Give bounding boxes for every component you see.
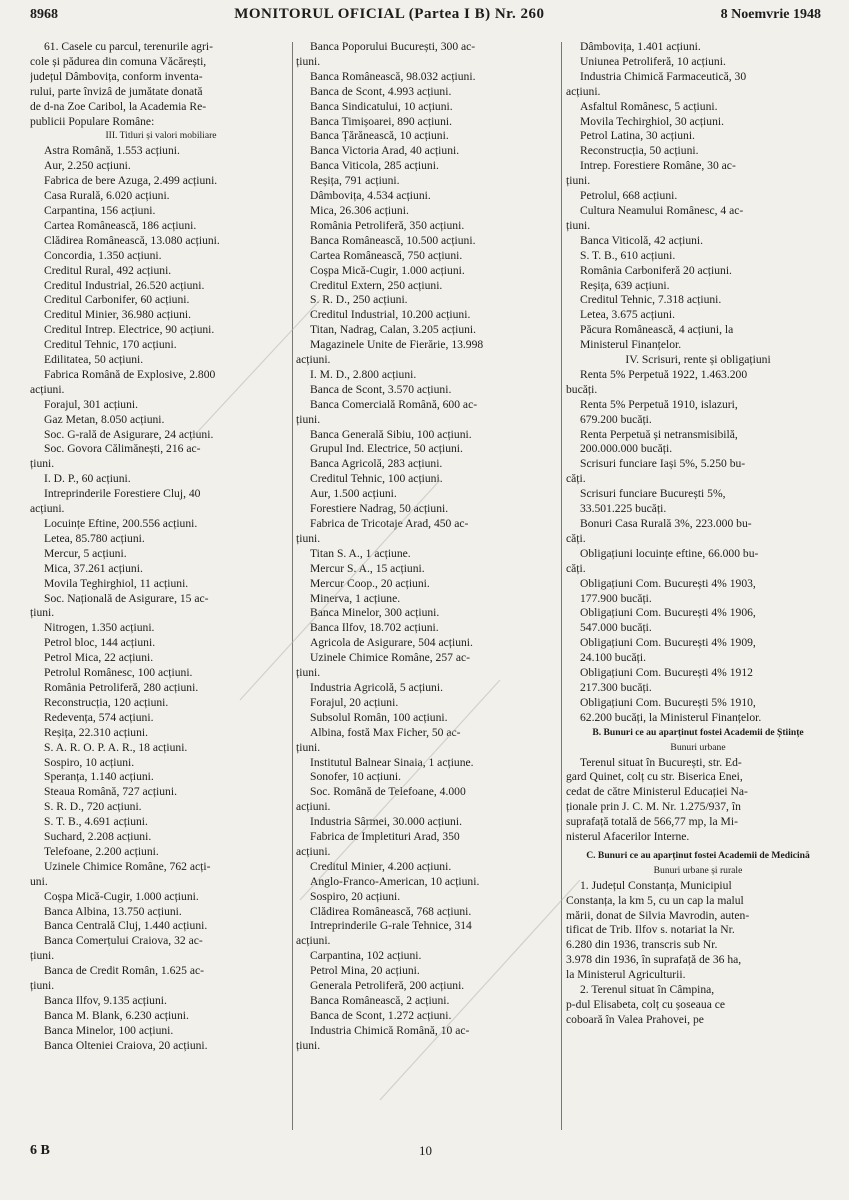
holding-entry: Petrol Latina, 30 acțiuni.	[580, 129, 695, 143]
holding-entry: Carpantina, 156 acțiuni.	[44, 203, 156, 217]
holding-entry: Banca de Credit Român, 1.625 ac-	[44, 964, 205, 978]
holding-entry: Subsolul Român, 100 acțiuni.	[310, 710, 448, 724]
holding-entry: Speranța, 1.140 acțiuni.	[44, 770, 154, 784]
holding-entry: S. T. B., 4.691 acțiuni.	[44, 815, 148, 829]
paragraph-line: la Ministerul Agriculturii.	[566, 968, 686, 982]
holding-entry: Steaua Română, 727 acțiuni.	[44, 785, 177, 799]
holding-entry: țiuni.	[296, 666, 321, 680]
column-3	[566, 40, 830, 1130]
holding-entry: Cartea Românească, 750 acțiuni.	[310, 248, 463, 262]
holding-entry: țiuni.	[566, 218, 591, 232]
holding-entry: Petrol Mica, 22 acțiuni.	[44, 651, 154, 665]
paragraph-line: p-dul Elisabeta, colț cu șoseaua ce	[566, 998, 726, 1011]
holding-entry: S. R. D., 250 acțiuni.	[310, 293, 408, 307]
holding-entry: Banca Țărănească, 10 acțiuni.	[310, 129, 449, 143]
holding-entry: Generala Petroliferă, 200 acțiuni.	[310, 979, 465, 993]
holding-entry: Banca Victoria Arad, 40 acțiuni.	[310, 144, 460, 158]
bond-entry: căți.	[566, 561, 586, 575]
bond-entry: Scrisuri funciare București 5%,	[580, 487, 726, 501]
holding-entry: Păcura Românească, 4 acțiuni, la	[580, 323, 734, 337]
holding-entry: Mica, 26.306 acțiuni.	[310, 203, 409, 217]
paragraph-line: coboară în Valea Prahovei, pe	[566, 1012, 704, 1026]
bond-entry: 24.100 bucăți.	[580, 651, 647, 665]
bond-entry: 679.200 bucăți.	[580, 412, 652, 426]
bonds-list	[566, 368, 830, 726]
paragraph-c1	[566, 879, 830, 983]
bond-entry: Obligațiuni Com. București 4% 1903,	[580, 576, 756, 590]
holding-entry: Dâmbovița, 1.401 acțiuni.	[580, 40, 701, 53]
bond-entry: 200.000.000 bucăți.	[580, 442, 673, 456]
paragraph-b	[566, 756, 830, 845]
holding-entry: acțiuni.	[296, 800, 331, 814]
holding-entry: Nitrogen, 1.350 acțiuni.	[44, 621, 155, 635]
holding-entry: Movila Teghirghiol, 11 acțiuni.	[44, 576, 189, 590]
holding-entry: Asfaltul Românesc, 5 acțiuni.	[580, 99, 718, 113]
holding-entry: Albina, fostă Max Ficher, 50 ac-	[310, 725, 461, 739]
holding-entry: Casa Rurală, 6.020 acțiuni.	[44, 189, 170, 203]
publication-title: MONITORUL OFICIAL (Partea I B) Nr. 260	[234, 6, 545, 22]
holding-entry: Telefoane, 2.200 acțiuni.	[44, 844, 159, 858]
holding-entry: Minerva, 1 acțiune.	[310, 591, 401, 605]
subsection-c: Bunuri urbane și rurale	[653, 864, 743, 876]
holding-entry: S. A. R. O. P. A. R., 18 acțiuni.	[44, 740, 188, 754]
column-2	[296, 40, 558, 1130]
intro-line: 61. Casele cu parcul, terenurile agri-	[44, 40, 213, 53]
holding-entry: România Petroliferă, 280 acțiuni.	[44, 680, 199, 694]
holding-entry: Creditul Tehnic, 100 acțiuni.	[310, 472, 443, 486]
issue-date: 8 Noemvrie 1948	[720, 7, 821, 22]
holding-entry: țiuni.	[30, 979, 55, 993]
holding-entry: Banca Generală Sibiu, 100 acțiuni.	[310, 427, 472, 441]
paragraph-line: 3.978 din 1936, în suprafață de 36 ha,	[566, 953, 742, 967]
holding-entry: Magazinele Unite de Fierărie, 13.998	[310, 338, 484, 352]
holding-entry: Banca Albina, 13.750 acțiuni.	[44, 904, 182, 918]
paragraph-line: 6.280 din 1936, transcris sub Nr.	[566, 938, 718, 952]
holding-entry: Mercur Coop., 20 acțiuni.	[310, 576, 430, 590]
holding-entry: Banca Olteniei Craiova, 20 acțiuni.	[44, 1038, 208, 1052]
holding-entry: Petrolul Românesc, 100 acțiuni.	[44, 666, 193, 680]
holding-entry: Banca Sindicatului, 10 acțiuni.	[310, 99, 453, 113]
holding-entry: Cartea Românească, 186 acțiuni.	[44, 218, 197, 232]
holding-entry: Soc. G-rală de Asigurare, 24 acțiuni.	[44, 427, 214, 441]
holding-entry: țiuni.	[30, 457, 55, 471]
holding-entry: Banca Ilfov, 9.135 acțiuni.	[44, 994, 167, 1007]
holding-entry: Soc. Govora Călimănești, 216 ac-	[44, 442, 201, 456]
holding-entry: Banca Românească, 10.500 acțiuni.	[310, 233, 476, 247]
holding-entry: Creditul Carbonifer, 60 acțiuni.	[44, 293, 190, 307]
holding-entry: țiuni.	[296, 740, 321, 754]
holding-entry: Uzinele Chimice Române, 257 ac-	[310, 651, 471, 665]
holding-entry: Locuințe Eftine, 200.556 acțiuni.	[44, 517, 198, 530]
holding-entry: Fabrica de Impletituri Arad, 350	[310, 830, 460, 844]
holding-entry: Reșița, 639 acțiuni.	[580, 278, 670, 292]
paragraph-line: 2. Terenul situat în Câmpina,	[580, 983, 715, 997]
holding-entry: Industria Chimică Română, 10 ac-	[310, 1023, 470, 1037]
holding-entry: Fabrica de Tricotaje Arad, 450 ac-	[310, 517, 469, 530]
holding-entry: Creditul Industrial, 26.520 acțiuni.	[44, 278, 205, 292]
section-title-iii: III. Titluri și valori mobiliare	[105, 130, 217, 142]
holding-entry: Banca Ilfov, 18.702 acțiuni.	[310, 621, 439, 635]
paragraph-line: nisterul Afacerilor Interne.	[566, 830, 690, 844]
holding-entry: țiuni.	[296, 54, 321, 68]
holding-entry: țiuni.	[296, 1038, 321, 1052]
page-footer	[30, 1143, 821, 1167]
holding-entry: Mercur, 5 acțiuni.	[44, 546, 127, 560]
holding-entry: Fabrica de bere Azuga, 2.499 acțiuni.	[44, 174, 218, 188]
holding-entry: România Petroliferă, 350 acțiuni.	[310, 218, 465, 232]
holding-entry: Creditul Tehnic, 7.318 acțiuni.	[580, 293, 722, 307]
holding-entry: Banca de Scont, 1.272 acțiuni.	[310, 1008, 452, 1022]
bond-entry: 547.000 bucăți.	[580, 621, 652, 635]
holding-entry: țiuni.	[296, 412, 321, 426]
section-title-b: B. Bunuri ce au aparținut fostei Academii de Științe	[592, 726, 804, 738]
bond-entry: căți.	[566, 472, 586, 486]
holding-entry: Forestiere Nadrag, 50 acțiuni.	[310, 502, 449, 516]
bond-entry: Obligațiuni locuințe eftine, 66.000 bu-	[580, 546, 759, 560]
holding-entry: acțiuni.	[296, 934, 331, 948]
holding-entry: țiuni.	[296, 531, 321, 545]
holding-entry: Intrep. Forestiere Române, 30 ac-	[580, 159, 736, 173]
holding-entry: Titan S. A., 1 acțiune.	[310, 546, 411, 560]
holding-entry: Banca Românească, 2 acțiuni.	[310, 994, 450, 1007]
holding-entry: Banca de Scont, 3.570 acțiuni.	[310, 382, 452, 396]
holding-entry: Reșița, 791 acțiuni.	[310, 174, 400, 188]
paragraph-line: ționale prin J. C. M. Nr. 1.275/937, în	[566, 800, 741, 814]
bond-entry: bucăți.	[566, 382, 598, 396]
holding-entry: Banca Poporului București, 300 ac-	[310, 40, 476, 53]
holding-entry: Movila Techirghiol, 30 acțiuni.	[580, 114, 724, 128]
column-1	[30, 40, 292, 1130]
section-title-c: C. Bunuri ce au aparținut fostei Academii de Medicină	[586, 849, 810, 861]
intro-line: publicii Populare Române:	[30, 114, 155, 128]
holdings-list-3	[566, 40, 830, 353]
column-rule-right	[561, 42, 562, 1130]
intro-line: județul Dâmbovița, conform inventa-	[30, 69, 203, 83]
page-header	[30, 6, 821, 32]
holding-entry: Petrolul, 668 acțiuni.	[580, 189, 678, 203]
holding-entry: Forajul, 20 acțiuni.	[310, 695, 399, 709]
holding-entry: Uniunea Petroliferă, 10 acțiuni.	[580, 54, 726, 68]
holding-entry: Anglo-Franco-American, 10 acțiuni.	[310, 874, 480, 888]
page-number: 8968	[30, 7, 58, 22]
paragraph-line: cedat de către Ministerul Educației Na-	[566, 785, 748, 799]
holding-entry: Banca Agricolă, 283 acțiuni.	[310, 457, 443, 471]
section-title-iv: IV. Scrisuri, rente și obligațiuni	[625, 353, 771, 367]
holding-entry: Grupul Ind. Electrice, 50 acțiuni.	[310, 442, 463, 456]
bond-entry: 217.300 bucăți.	[580, 680, 652, 694]
paragraph-line: 1. Județul Constanța, Municipiul	[580, 878, 732, 892]
holding-entry: Coșpa Mică-Cugir, 1.000 acțiuni.	[310, 263, 465, 277]
holding-entry: Banca Viticola, 285 acțiuni.	[310, 159, 439, 173]
holding-entry: Coșpa Mică-Cugir, 1.000 acțiuni.	[44, 889, 199, 903]
holding-entry: Industria Agricolă, 5 acțiuni.	[310, 680, 443, 694]
holding-entry: Banca Minelor, 300 acțiuni.	[310, 606, 440, 620]
holding-entry: Banca Timișoarei, 890 acțiuni.	[310, 114, 453, 128]
holding-entry: Industria Sârmei, 30.000 acțiuni.	[310, 815, 462, 829]
bond-entry: Obligațiuni Com. București 4% 1906,	[580, 606, 756, 620]
holding-entry: acțiuni.	[296, 353, 331, 367]
holding-entry: Letea, 3.675 acțiuni.	[580, 308, 675, 322]
holding-entry: Intreprinderile G-rale Tehnice, 314	[310, 919, 472, 933]
holding-entry: Petrol Mina, 20 acțiuni.	[310, 964, 420, 978]
paragraph-line: gard Quinet, colț cu str. Biserica Enei,	[566, 770, 743, 784]
holding-entry: Carpantina, 102 acțiuni.	[310, 949, 422, 963]
holdings-list-2	[296, 40, 558, 1054]
holding-entry: Suchard, 2.208 acțiuni.	[44, 830, 152, 844]
paragraph-line: mării, donat de Silvia Mavrodin, auten-	[566, 908, 750, 922]
holding-entry: Reconstrucția, 120 acțiuni.	[44, 695, 169, 709]
intro-line: rului, parte învizâ de jumătate donată	[30, 84, 203, 98]
holding-entry: Creditul Minier, 36.980 acțiuni.	[44, 308, 192, 322]
bond-entry: 62.200 bucăți, la Ministerul Finanțelor.	[580, 710, 762, 724]
holding-entry: Creditul Extern, 250 acțiuni.	[310, 278, 443, 292]
column-rule-left	[292, 42, 293, 1130]
bond-entry: Renta Perpetuă și netransmisibilă,	[580, 427, 738, 441]
bond-entry: Obligațiuni Com. București 5% 1910,	[580, 695, 756, 709]
holding-entry: Banca Viticolă, 42 acțiuni.	[580, 233, 704, 247]
holding-entry: Sospiro, 20 acțiuni.	[310, 889, 401, 903]
bond-entry: 177.900 bucăți.	[580, 591, 652, 605]
holding-entry: Uzinele Chimice Române, 762 acți-	[44, 859, 211, 873]
holding-entry: acțiuni.	[30, 382, 65, 396]
holding-entry: S. T. B., 610 acțiuni.	[580, 248, 676, 262]
holding-entry: Dâmbovița, 4.534 acțiuni.	[310, 189, 431, 203]
holding-entry: Sospiro, 10 acțiuni.	[44, 755, 135, 769]
bond-entry: 33.501.225 bucăți.	[580, 502, 667, 516]
holding-entry: Intreprinderile Forestiere Cluj, 40	[44, 487, 201, 501]
holding-entry: Letea, 85.780 acțiuni.	[44, 531, 145, 545]
paragraph-line: Constanța, la km 5, cu un cap la malul	[566, 893, 744, 907]
footer-number: 10	[419, 1143, 432, 1158]
holding-entry: țiuni.	[30, 606, 55, 620]
holding-entry: Mercur S. A., 15 acțiuni.	[310, 561, 425, 575]
intro-line: de d-na Zoe Caribol, la Academia Re-	[30, 99, 207, 113]
intro-paragraph	[30, 40, 292, 129]
holding-entry: Mica, 37.261 acțiuni.	[44, 561, 143, 575]
holding-entry: I. M. D., 2.800 acțiuni.	[310, 367, 417, 381]
holding-entry: S. R. D., 720 acțiuni.	[44, 800, 142, 814]
holding-entry: Concordia, 1.350 acțiuni.	[44, 248, 162, 262]
bond-entry: căți.	[566, 531, 586, 545]
holding-entry: Banca M. Blank, 6.230 acțiuni.	[44, 1008, 189, 1022]
bond-entry: Scrisuri funciare Iași 5%, 5.250 bu-	[580, 457, 746, 471]
holding-entry: Agricola de Asigurare, 504 acțiuni.	[310, 636, 473, 650]
holding-entry: Clădirea Românească, 13.080 acțiuni.	[44, 233, 220, 247]
holding-entry: Soc. Națională de Asigurare, 15 ac-	[44, 591, 209, 605]
bond-entry: Renta 5% Perpetuă 1922, 1.463.200	[580, 367, 748, 381]
holding-entry: Reșița, 22.310 acțiuni.	[44, 725, 149, 739]
holding-entry: Redevența, 574 acțiuni.	[44, 710, 154, 724]
holding-entry: România Carboniferă 20 acțiuni.	[580, 263, 732, 277]
holding-entry: Banca Minelor, 100 acțiuni.	[44, 1023, 174, 1037]
holding-entry: Creditul Minier, 4.200 acțiuni.	[310, 859, 452, 873]
holding-entry: Titan, Nadrag, Calan, 3.205 acțiuni.	[310, 323, 477, 337]
holding-entry: Astra Română, 1.553 acțiuni.	[44, 144, 180, 158]
holding-entry: acțiuni.	[30, 502, 65, 516]
holding-entry: Reconstrucția, 50 acțiuni.	[580, 144, 699, 158]
holding-entry: Aur, 1.500 acțiuni.	[310, 487, 397, 501]
holding-entry: Institutul Balnear Sinaia, 1 acțiune.	[310, 755, 474, 769]
holding-entry: I. D. P., 60 acțiuni.	[44, 472, 131, 486]
holdings-list-1	[30, 144, 292, 1053]
holding-entry: Cultura Neamului Românesc, 4 ac-	[580, 203, 744, 217]
bond-entry: Renta 5% Perpetuă 1910, islazuri,	[580, 397, 738, 411]
holding-entry: acțiuni.	[566, 84, 601, 98]
holding-entry: Gaz Metan, 8.050 acțiuni.	[44, 412, 165, 426]
holding-entry: Petrol bloc, 144 acțiuni.	[44, 636, 156, 650]
holding-entry: uni.	[30, 874, 48, 888]
holding-entry: Forajul, 301 acțiuni.	[44, 397, 139, 411]
holding-entry: Banca Românească, 98.032 acțiuni.	[310, 69, 476, 83]
holding-entry: Ministerul Finanțelor.	[580, 338, 682, 352]
holding-entry: Fabrica Română de Explosive, 2.800	[44, 367, 216, 381]
holding-entry: țiuni.	[566, 174, 591, 188]
holding-entry: Aur, 2.250 acțiuni.	[44, 159, 131, 173]
bond-entry: Bonuri Casa Rurală 3%, 223.000 bu-	[580, 517, 752, 530]
holding-entry: țiuni.	[30, 949, 55, 963]
holding-entry: Creditul Industrial, 10.200 acțiuni.	[310, 308, 471, 322]
holding-entry: Creditul Intrep. Electrice, 90 acțiuni.	[44, 323, 215, 337]
footer-signature: 6 B	[30, 1143, 50, 1158]
holding-entry: Banca Comerțului Craiova, 32 ac-	[44, 934, 203, 948]
holding-entry: Soc. Română de Telefoane, 4.000	[310, 785, 466, 799]
holding-entry: Industria Chimică Farmaceutică, 30	[580, 69, 747, 83]
holding-entry: Clădirea Românească, 768 acțiuni.	[310, 904, 472, 918]
holding-entry: Sonofer, 10 acțiuni.	[310, 770, 401, 784]
paragraph-c2	[566, 983, 830, 1028]
holding-entry: acțiuni.	[296, 844, 331, 858]
holding-entry: Banca de Scont, 4.993 acțiuni.	[310, 84, 452, 98]
holding-entry: Creditul Tehnic, 170 acțiuni.	[44, 338, 177, 352]
paragraph-line: suprafață totală de 566,77 mp, la Mi-	[566, 815, 738, 829]
holding-entry: Edilitatea, 50 acțiuni.	[44, 353, 144, 367]
holding-entry: Creditul Rural, 492 acțiuni.	[44, 263, 172, 277]
subsection-b: Bunuri urbane	[670, 741, 726, 753]
intro-line: cole și pădurea din comuna Văcărești,	[30, 54, 207, 68]
holding-entry: Banca Comercială Română, 600 ac-	[310, 397, 478, 411]
bond-entry: Obligațiuni Com. București 4% 1912	[580, 666, 753, 680]
holding-entry: Banca Centrală Cluj, 1.440 acțiuni.	[44, 919, 208, 933]
paragraph-line: Terenul situat în București, str. Ed-	[580, 755, 742, 769]
paragraph-line: tificat de Trib. Ilfov s. notariat la Nr.	[566, 923, 735, 937]
bond-entry: Obligațiuni Com. București 4% 1909,	[580, 636, 756, 650]
